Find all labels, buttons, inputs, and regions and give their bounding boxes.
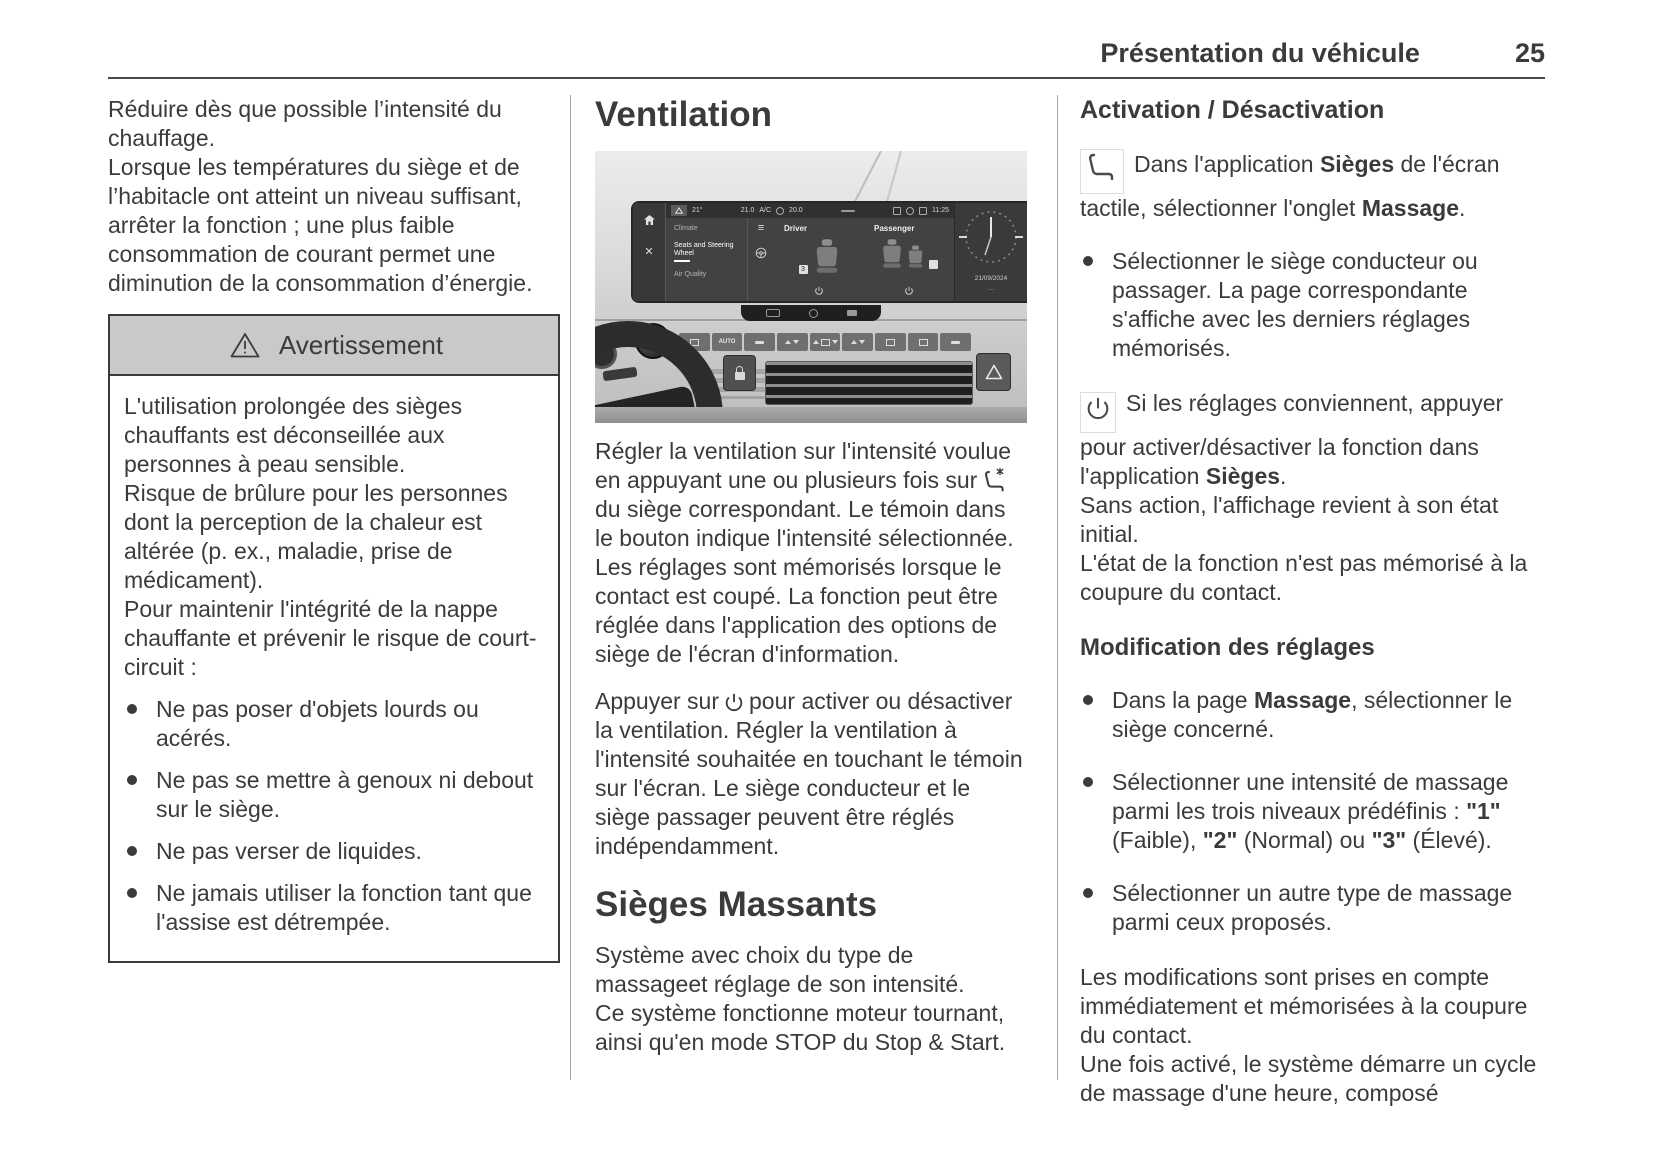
- column-divider: [1057, 95, 1058, 1080]
- column-left: [108, 95, 560, 963]
- text-segment: .: [1459, 195, 1466, 221]
- bullet-list: [1080, 247, 1545, 363]
- section-heading-ventilation: Ventilation: [595, 95, 772, 134]
- paragraph: [1080, 149, 1545, 223]
- fan-icon: [776, 207, 784, 215]
- battery-icon: [893, 207, 901, 215]
- sync-button: [744, 333, 775, 351]
- defrost-icon: [766, 309, 780, 317]
- paragraph: L'état de la fonction n'est pas mémorisé à la coupure du contact.: [1080, 550, 1528, 605]
- bullet-dot: [1083, 777, 1093, 787]
- text-segment: Si les réglages conviennent, appuyer pour activer/désactiver la fonction dans l'application: [1080, 390, 1504, 489]
- bullet-item: [1080, 247, 1545, 363]
- status-exterior-temp: 21°: [692, 207, 703, 214]
- text-segment: Sélectionner une intensité de massage parmi les trois niveaux prédéfinis :: [1112, 769, 1509, 824]
- fan-speed-buttons: [810, 333, 841, 351]
- status-passenger-temp: 20.0: [789, 207, 803, 214]
- text-segment: (Élevé).: [1406, 827, 1492, 853]
- door-lock-button: [723, 355, 756, 391]
- page-title: Présentation du véhicule: [1100, 38, 1420, 68]
- bullet-dot: [1083, 695, 1093, 705]
- clock-date: 21/09/2024: [974, 275, 1008, 282]
- passenger-seat-graphic: [864, 238, 954, 269]
- clock-menu-dots: ⋯: [987, 287, 995, 294]
- close-icon: ✕: [644, 246, 654, 258]
- warning-paragraph: Pour maintenir l'intégrité de la nappe chauffante et prévenir le risque de court-circuit :: [124, 596, 537, 680]
- home-icon: [644, 215, 655, 225]
- driver-seat-graphic: [774, 238, 864, 274]
- warning-box: [108, 314, 560, 963]
- screen-status-bar: [666, 203, 954, 218]
- driver-label: Driver: [784, 224, 808, 233]
- bold-term: Massage: [1253, 687, 1352, 713]
- ac-off-button: [940, 333, 971, 351]
- power-icon: [1084, 395, 1112, 423]
- subsection-heading-modification: Modification des réglages: [1080, 634, 1375, 661]
- warning-paragraph: Risque de brûlure pour les personnes dont la perception de la chaleur est altérée (p. ex., maladie, prise de médicament).: [124, 480, 508, 593]
- paragraph: Lorsque les températures du siège et de l’habitacle ont atteint un niveau suffisant, arrêter la fonction ; une plus faible consommation de courant permet une diminution de la consommation d’énergie.: [108, 154, 533, 296]
- passenger-temp-buttons: [842, 333, 873, 351]
- warning-bullet-text: Ne pas se mettre à genoux ni debout sur le siège.: [156, 767, 534, 822]
- text-segment: Appuyer sur: [595, 688, 720, 714]
- warning-bullet: [124, 695, 546, 753]
- rear-defrost-button: [908, 333, 939, 351]
- paragraph: Sans action, l'affichage revient à son état initial.: [1080, 492, 1499, 547]
- car-status-icon: [919, 207, 927, 215]
- bullet-text: Sélectionner le siège conducteur ou passager. La page correspondante s'affiche avec les derniers réglages mémorisés.: [1112, 248, 1478, 361]
- column-middle: [595, 95, 1027, 1057]
- driver-zone: [774, 218, 864, 301]
- text-segment: .: [1280, 463, 1287, 489]
- seat-profile-icon: [1084, 152, 1120, 184]
- airflow-icon: [847, 310, 857, 316]
- bold-term: "1": [1466, 798, 1501, 824]
- bullet-dot: [127, 704, 137, 714]
- paragraph: Les modifications sont prises en compte immédiatement et mémorisées à la coupure du contact.: [1080, 964, 1528, 1048]
- text-segment: pour activer ou désactiver la ventilation. Régler la ventilation à l'intensité souhaitée en touchant le témoin sur l'écran. Le siège conducteur et le siège passager peuvent être réglés indépendamment.: [595, 688, 1023, 859]
- nav-selected-underline: [674, 260, 690, 262]
- paragraph: [595, 687, 1027, 861]
- subsection-heading-activation: Activation / Désactivation: [1080, 96, 1385, 124]
- dashboard-illustration: [595, 151, 1027, 423]
- ventilated-seat-icon: [981, 466, 1008, 493]
- bullet-item: [1080, 879, 1545, 937]
- auto-button: AUTO: [712, 333, 743, 351]
- section-heading-massage: Sièges Massants: [595, 885, 878, 924]
- nav-item-seats-label: Seats and Steering Wheel: [674, 242, 734, 257]
- warning-triangle-icon: [229, 331, 261, 359]
- text-segment: du siège correspondant. Le témoin dans le bouton indique l'intensité sélectionnée. Les réglages sont mémorisés lorsque le contact est coupé. La fonction peut être réglée dans l'application des options de siège de l'écran d'information.: [595, 496, 1014, 667]
- nav-item-air-quality: Air Quality: [674, 271, 707, 278]
- dash-lower-trim: [595, 407, 1027, 423]
- bullet-text: Sélectionner un autre type de massage parmi ceux proposés.: [1112, 880, 1513, 935]
- climate-button-strip: [679, 333, 971, 351]
- nav-item-climate: Climate: [674, 225, 698, 232]
- column-divider: [570, 95, 571, 1080]
- warning-title: Avertissement: [278, 329, 444, 360]
- hazard-triangle-icon: [985, 364, 1003, 380]
- page-header: [108, 38, 1545, 69]
- paragraph: Système avec choix du type de massageet réglage de son intensité.: [595, 942, 965, 997]
- hamburger-menu-icon: ≡: [757, 222, 765, 234]
- header-rule: [108, 77, 1545, 79]
- status-warning-icon: [671, 205, 687, 216]
- status-ac-label: A/C: [759, 207, 772, 214]
- bullet-dot: [127, 846, 137, 856]
- screen-sidebar: [633, 203, 666, 301]
- text-segment: (Normal) ou: [1237, 827, 1372, 853]
- nav-item-seats: [674, 242, 741, 262]
- analog-clock: [955, 203, 1027, 273]
- text-segment: Dans la page: [1112, 687, 1254, 713]
- paragraph: Réduire dès que possible l’intensité du chauffage.: [108, 96, 502, 151]
- driver-temp-buttons: [777, 333, 808, 351]
- steering-wheel-icon: [755, 247, 767, 259]
- recirculation-icon: [809, 309, 818, 318]
- bullet-dot: [1083, 888, 1093, 898]
- power-icon: [723, 692, 745, 714]
- windshield-defrost-button: [875, 333, 906, 351]
- screen-clock-panel: [954, 203, 1027, 301]
- page-indicator: [841, 210, 855, 212]
- warning-bullet: [124, 879, 546, 937]
- bold-term: "3": [1371, 827, 1407, 853]
- bold-term: Sièges: [1205, 463, 1281, 489]
- warning-bullet: [124, 837, 546, 866]
- passenger-seat-icon-small: [907, 244, 924, 269]
- center-sensor-pill: [741, 305, 881, 321]
- paragraph: [1080, 389, 1545, 491]
- paragraph: [595, 437, 1027, 669]
- text-segment: , sélectionner le siège concerné.: [1112, 687, 1513, 742]
- status-clock: 11:25: [931, 207, 949, 214]
- text-segment: Dans l'application: [1134, 151, 1320, 177]
- center-air-vents: [765, 361, 973, 405]
- warning-bullet-text: Ne pas poser d'objets lourds ou acérés.: [156, 696, 479, 751]
- seat-profile-iconbox: [1080, 149, 1124, 194]
- column-right: [1080, 95, 1545, 1108]
- bullet-dot: [127, 775, 137, 785]
- warning-bullet: [124, 766, 546, 824]
- bluetooth-icon: [906, 207, 914, 215]
- text-segment: de l'écran tactile, sélectionner l'onglet: [1080, 151, 1500, 221]
- bullet-dot: [127, 888, 137, 898]
- text-segment: (Faible),: [1112, 827, 1203, 853]
- passenger-level-badge: [929, 260, 938, 269]
- bullet-item: [1080, 686, 1545, 744]
- paragraph: Ce système fonctionne moteur tournant, ainsi qu'en mode STOP du Stop & Start.: [595, 1000, 1006, 1055]
- warning-bullet-text: Ne pas verser de liquides.: [156, 838, 422, 864]
- warning-box-header: [110, 316, 558, 376]
- bold-term: Sièges: [1319, 151, 1395, 177]
- text-segment: Régler la ventilation sur l'intensité voulue en appuyant une ou plusieurs fois sur: [595, 438, 1012, 493]
- hazard-light-button: [976, 353, 1011, 391]
- passenger-label: Passenger: [874, 224, 915, 233]
- warning-bullet-list: [124, 695, 546, 937]
- bold-term: "2": [1202, 827, 1238, 853]
- warning-box-body: [110, 376, 558, 961]
- padlock-icon: [735, 372, 745, 380]
- driver-seat-icon: [814, 238, 840, 274]
- driver-power-icon: [774, 286, 864, 296]
- infotainment-screen: [631, 201, 1027, 303]
- passenger-seat-icon: [881, 238, 903, 269]
- bullet-item: [1080, 768, 1545, 855]
- bold-term: Massage: [1361, 195, 1460, 221]
- passenger-power-icon: [864, 286, 954, 296]
- status-driver-temp: 21.0: [740, 207, 755, 214]
- warning-bullet-text: Ne jamais utiliser la fonction tant que l'assise est détrempée.: [156, 880, 532, 935]
- passenger-zone: [864, 218, 954, 301]
- content-columns: [108, 95, 1545, 1108]
- bullet-dot: [1083, 256, 1093, 266]
- power-iconbox: [1080, 392, 1116, 433]
- page-number: 25: [1514, 38, 1545, 68]
- bullet-list: [1080, 686, 1545, 937]
- paragraph: Une fois activé, le système démarre un cycle de massage d'une heure, composé: [1080, 1051, 1537, 1106]
- warning-paragraph: L'utilisation prolongée des sièges chauffants est déconseillée aux personnes à peau sensible.: [124, 393, 463, 477]
- driver-level-badge: 3: [799, 265, 808, 274]
